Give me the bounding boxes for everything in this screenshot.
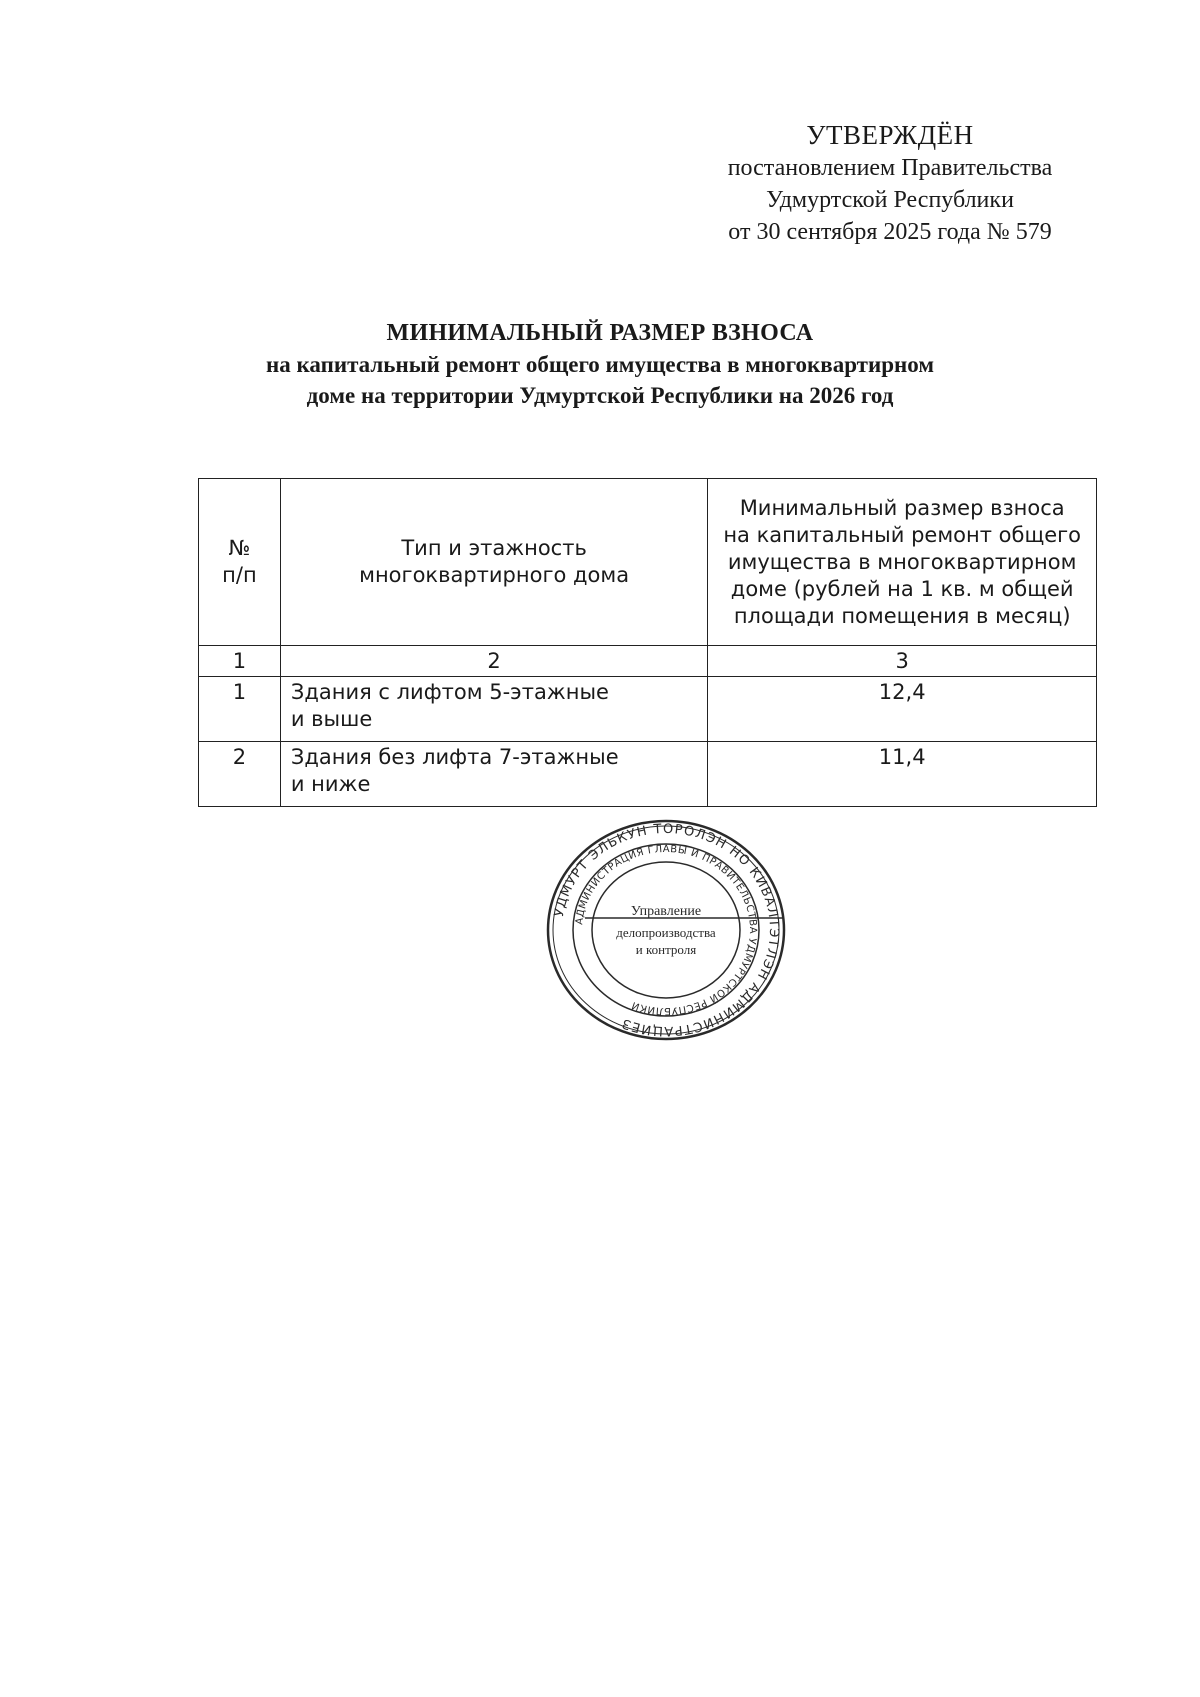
row-building-type (280, 742, 708, 807)
row-type-line-1: Здания без лифта 7-этажные (290, 745, 619, 769)
approval-block (680, 118, 1100, 248)
header-fee-line-3: имущества в многоквартирном (727, 549, 1077, 574)
header-type-line-1: Тип и этажность (401, 536, 587, 560)
approval-line-2: Удмуртской Республики (766, 187, 1014, 213)
header-fee-line-4: доме (рублей на 1 кв. м общей (730, 576, 1074, 601)
numbering-cell: 2 (280, 646, 708, 677)
approval-line-3: от 30 сентября 2025 года № 579 (728, 219, 1052, 245)
document-title: МИНИМАЛЬНЫЙ РАЗМЕР ВЗНОСА (386, 320, 814, 346)
header-fee (708, 479, 1097, 646)
row-building-type (280, 677, 708, 742)
header-fee-line-1: Минимальный размер взноса (739, 495, 1065, 520)
table-header-row (199, 479, 1097, 646)
numbering-cell: 3 (708, 646, 1097, 677)
row-number: 1 (199, 677, 281, 742)
row-number: 2 (199, 742, 281, 807)
approval-title: УТВЕРЖДЁН (806, 120, 974, 150)
table-row (199, 677, 1097, 742)
table-row (199, 742, 1097, 807)
header-number-line-1: № (228, 536, 251, 560)
document-subtitle-1: на капитальный ремонт общего имущества в многоквартирном (265, 352, 935, 377)
header-type-line-2: многоквартирного дома (359, 563, 630, 587)
row-type-line-2: и ниже (290, 772, 371, 796)
seal-inner-ring-text: АДМИНИСТРАЦИЯ ГЛАВЫ И ПРАВИТЕЛЬСТВА УДМУРТСКОЙ РЕСПУБЛИКИ (574, 843, 759, 1017)
header-number-line-2: п/п (222, 563, 257, 587)
seal-center-line-1: Управление (630, 904, 702, 919)
row-fee-value: 11,4 (708, 742, 1097, 807)
row-type-line-2: и выше (290, 707, 373, 731)
seal-outer-ring-text: УДМУРТ ЭЛЬКУН ТОРОЛЭН НО КИВАЛТЭТЛЭН АДМИНИСТРАЦИЕЗ (551, 821, 782, 1039)
official-seal (545, 818, 787, 1043)
numbering-cell: 1 (199, 646, 281, 677)
row-fee-value: 12,4 (708, 677, 1097, 742)
header-building-type (280, 479, 708, 646)
document-title-block (0, 318, 1200, 411)
header-fee-line-5: площади помещения в месяц) (733, 603, 1071, 628)
header-fee-line-2: на капитальный ремонт общего (723, 522, 1082, 547)
row-type-line-1: Здания с лифтом 5-этажные (290, 680, 609, 704)
table-numbering-row (199, 646, 1097, 677)
fee-table (198, 478, 1097, 807)
seal-center-line-3: и контроля (635, 942, 697, 957)
header-number (199, 479, 281, 646)
document-subtitle-2: доме на территории Удмуртской Республики на 2026 год (306, 383, 894, 408)
seal-center-line-2: делопроизводства (616, 925, 716, 940)
approval-line-1: постановлением Правительства (727, 155, 1053, 181)
